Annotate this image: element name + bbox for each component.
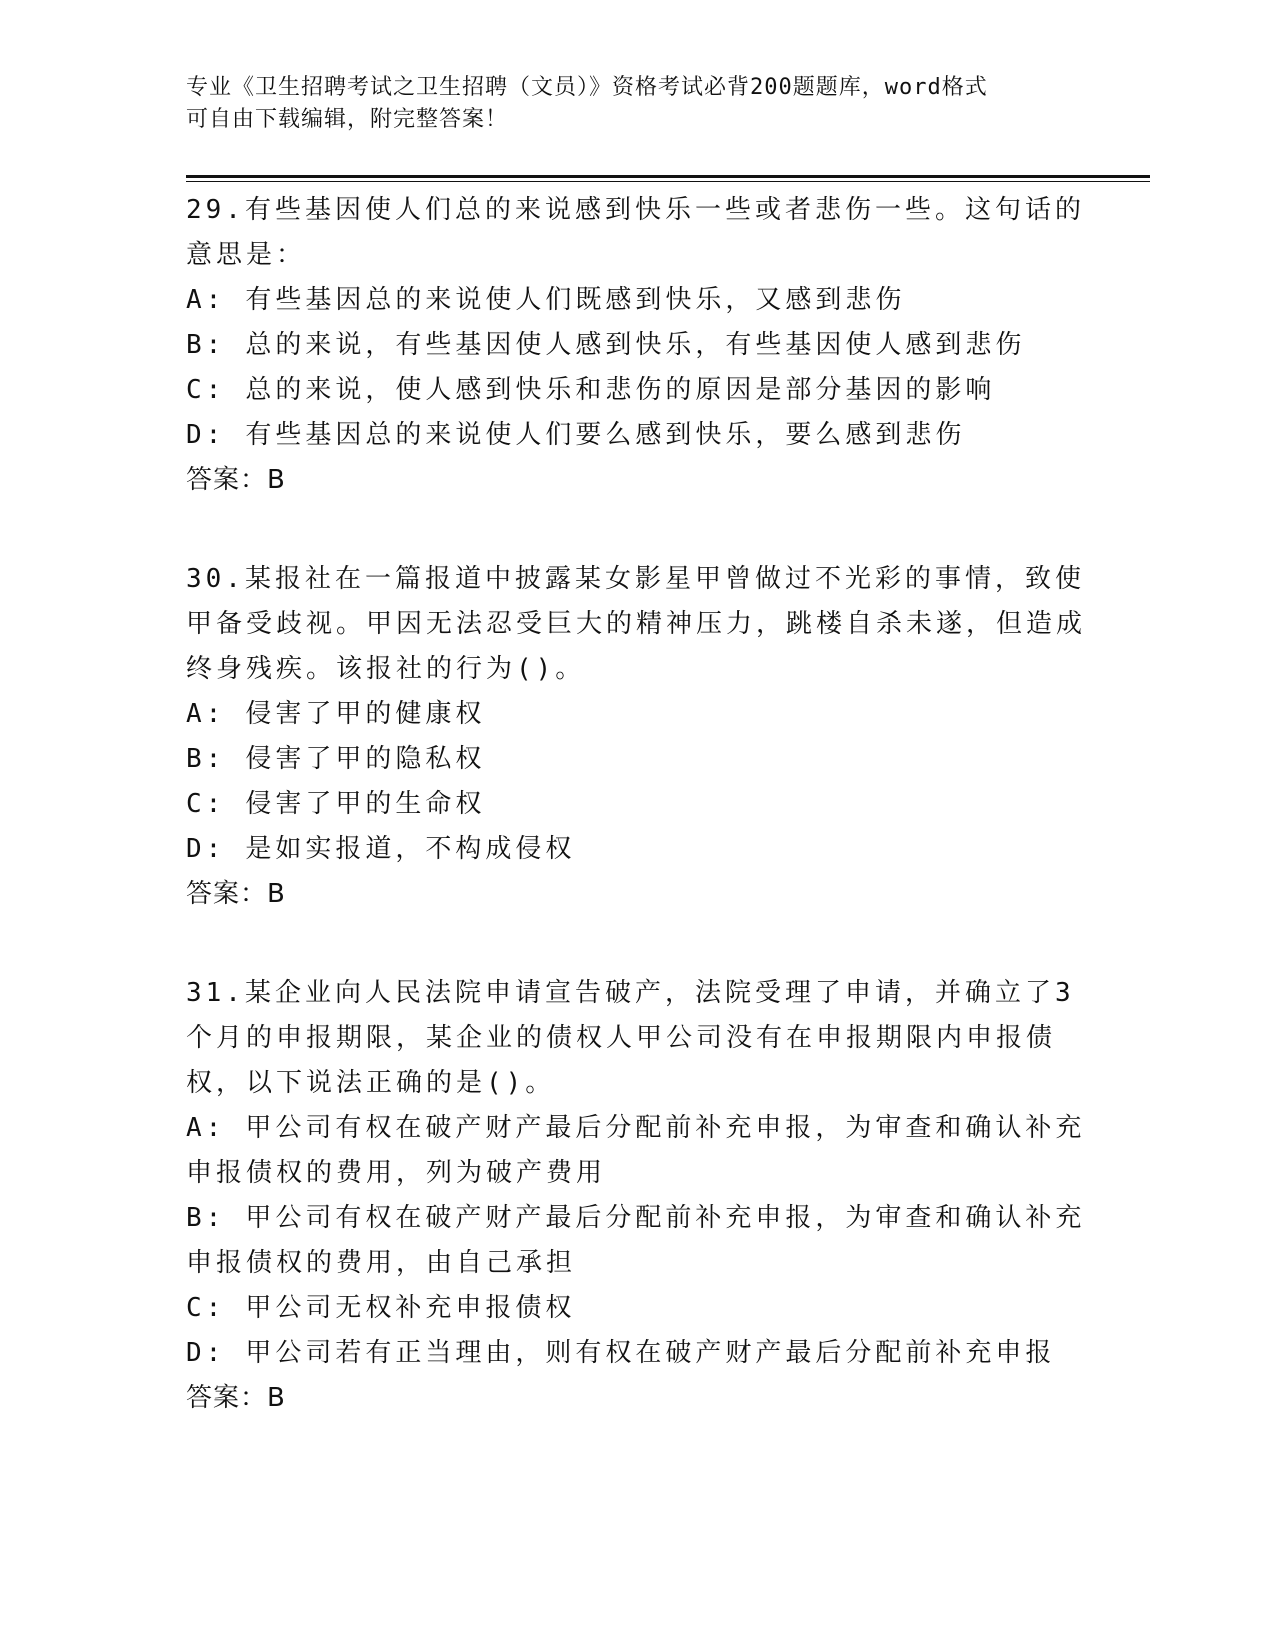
question-stem: 30.某报社在一篇报道中披露某女影星甲曾做过不光彩的事情，致使甲备受歧视。甲因无法忍受巨大的精神压力，跳楼自杀未遂，但造成终身残疾。该报社的行为()。 bbox=[186, 564, 1087, 684]
option-b bbox=[186, 1196, 1086, 1286]
option-key: D: bbox=[186, 1338, 226, 1368]
option-text: 甲公司若有正当理由，则有权在破产财产最后分配前补充申报 bbox=[245, 1338, 1056, 1368]
answer-line: 答案：B bbox=[186, 879, 286, 909]
question-stem: 31.某企业向人民法院申请宣告破产，法院受理了申请，并确立了3个月的申报期限，某企业的债权人甲公司没有在申报期限内申报债权，以下说法正确的是()。 bbox=[186, 978, 1075, 1098]
option-text: 是如实报道，不构成侵权 bbox=[245, 834, 576, 864]
option-a bbox=[186, 1106, 1086, 1196]
option-text: 甲公司有权在破产财产最后分配前补充申报，为审查和确认补充申报债权的费用，由自己承担 bbox=[186, 1203, 1086, 1278]
option-a bbox=[186, 278, 1086, 323]
header-rule-thin bbox=[186, 181, 1150, 182]
option-text: 甲公司无权补充申报债权 bbox=[245, 1293, 576, 1323]
question-30 bbox=[186, 557, 1086, 917]
option-b bbox=[186, 737, 1086, 782]
option-key: D: bbox=[186, 834, 226, 864]
option-text: 侵害了甲的健康权 bbox=[245, 699, 486, 729]
option-text: 总的来说，使人感到快乐和悲伤的原因是部分基因的影响 bbox=[245, 375, 996, 405]
option-d bbox=[186, 1331, 1086, 1376]
option-key: C: bbox=[186, 375, 226, 405]
option-key: B: bbox=[186, 744, 226, 774]
answer-line: 答案：B bbox=[186, 465, 286, 495]
header-rule-thick bbox=[186, 175, 1150, 178]
option-key: C: bbox=[186, 789, 226, 819]
option-d bbox=[186, 827, 1086, 872]
header-title-line-2: 可自由下载编辑，附完整答案！ bbox=[186, 107, 509, 132]
question-stem: 29.有些基因使人们总的来说感到快乐一些或者悲伤一些。这句话的意思是： bbox=[186, 195, 1085, 270]
question-list bbox=[186, 188, 1086, 1475]
option-text: 有些基因总的来说使人们既感到快乐，又感到悲伤 bbox=[245, 285, 906, 315]
option-key: B: bbox=[186, 1203, 226, 1233]
answer-line: 答案：B bbox=[186, 1383, 286, 1413]
option-b bbox=[186, 323, 1086, 368]
option-c bbox=[186, 1286, 1086, 1331]
option-key: A: bbox=[186, 1113, 226, 1143]
option-text: 总的来说，有些基因使人感到快乐，有些基因使人感到悲伤 bbox=[245, 330, 1026, 360]
option-text: 侵害了甲的隐私权 bbox=[245, 744, 486, 774]
option-a bbox=[186, 692, 1086, 737]
option-key: D: bbox=[186, 420, 226, 450]
option-key: B: bbox=[186, 330, 226, 360]
header-title-line-1: 专业《卫生招聘考试之卫生招聘（文员）》资格考试必背200题题库，word格式 bbox=[186, 75, 988, 100]
option-key: A: bbox=[186, 699, 226, 729]
option-text: 甲公司有权在破产财产最后分配前补充申报，为审查和确认补充申报债权的费用，列为破产费用 bbox=[186, 1113, 1086, 1188]
document-header bbox=[186, 72, 1066, 136]
option-d bbox=[186, 413, 1086, 458]
option-key: A: bbox=[186, 285, 226, 315]
option-text: 有些基因总的来说使人们要么感到快乐，要么感到悲伤 bbox=[245, 420, 966, 450]
question-29 bbox=[186, 188, 1086, 503]
question-31 bbox=[186, 971, 1086, 1421]
option-text: 侵害了甲的生命权 bbox=[245, 789, 486, 819]
option-key: C: bbox=[186, 1293, 226, 1323]
option-c bbox=[186, 368, 1086, 413]
option-c bbox=[186, 782, 1086, 827]
